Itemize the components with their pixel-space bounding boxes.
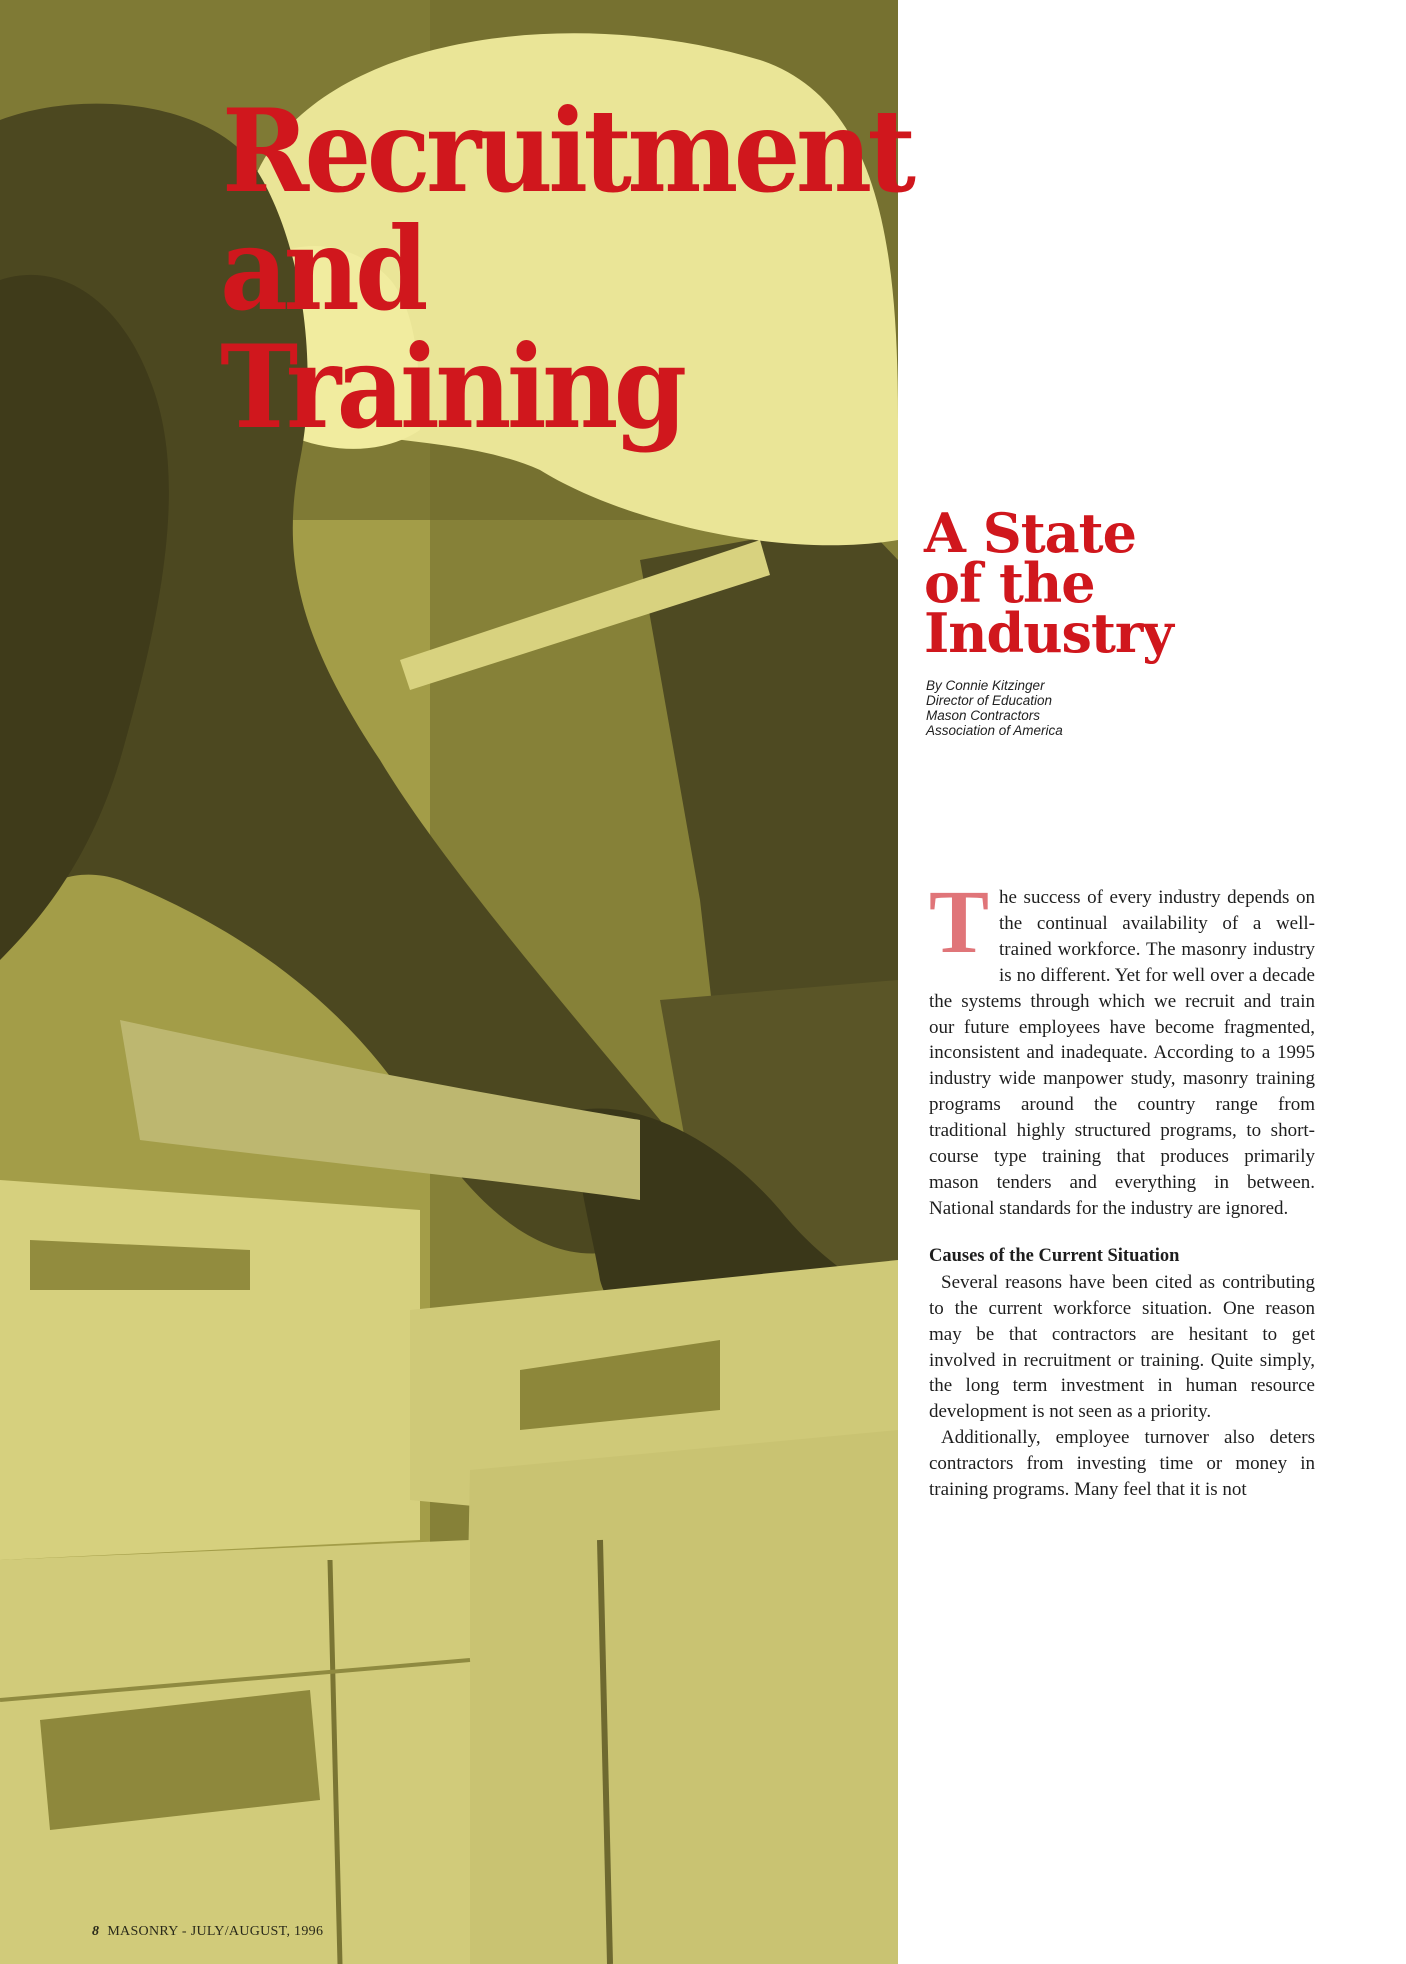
byline (926, 678, 1246, 738)
byline-org-line1: Mason Contractors (926, 708, 1041, 723)
subtitle-line1: A State (924, 501, 1136, 565)
article-paragraph-2: Several reasons have been cited as contributing to the current workforce situation. One reason may be that contractors are hesitant to get involved in recruitment or training. Quite simply, the long term investment in human resource development is not seen as a priority. (929, 1271, 1315, 1423)
article-body (929, 873, 1315, 1503)
section-heading: Causes of the Current Situation (929, 1245, 1180, 1266)
article-paragraph-1 (929, 873, 1315, 1222)
main-title-line1: Recruitment (222, 84, 912, 218)
subtitle-line2: of the (924, 551, 1095, 615)
byline-author: By Connie Kitzinger (926, 678, 1045, 693)
byline-role: Director of Education (926, 693, 1053, 708)
page-number: 8 (92, 1924, 100, 1939)
main-title-line2: and Training (220, 202, 683, 454)
subtitle-line3: Industry (924, 601, 1173, 665)
article-paragraph-3: Additionally, employee turnover also deters contractors from investing time or money in training programs. Many feel that it is not (929, 1427, 1315, 1501)
byline-org-line2: Association of America (926, 723, 1063, 738)
publication-line: MASONRY - JULY/AUGUST, 1996 (107, 1924, 324, 1939)
page-footer (92, 1924, 323, 1940)
drop-cap: T (929, 873, 990, 972)
subtitle (924, 501, 1224, 665)
main-title (220, 84, 912, 454)
article-paragraph-1-text: he success of every industry depends on the continual availability of a well-trained workforce. The masonry industry is no different. Yet for well over a decade the systems through which we recruit and train our future employees have become fragmented, inconsistent and inadequate. According to a 1995 industry wide manpower study, masonry training programs around the country range from traditional highly structured programs, to short-course type training that produces primarily mason tenders and everything in between. National standards for the industry are ignored. (929, 887, 1315, 1219)
